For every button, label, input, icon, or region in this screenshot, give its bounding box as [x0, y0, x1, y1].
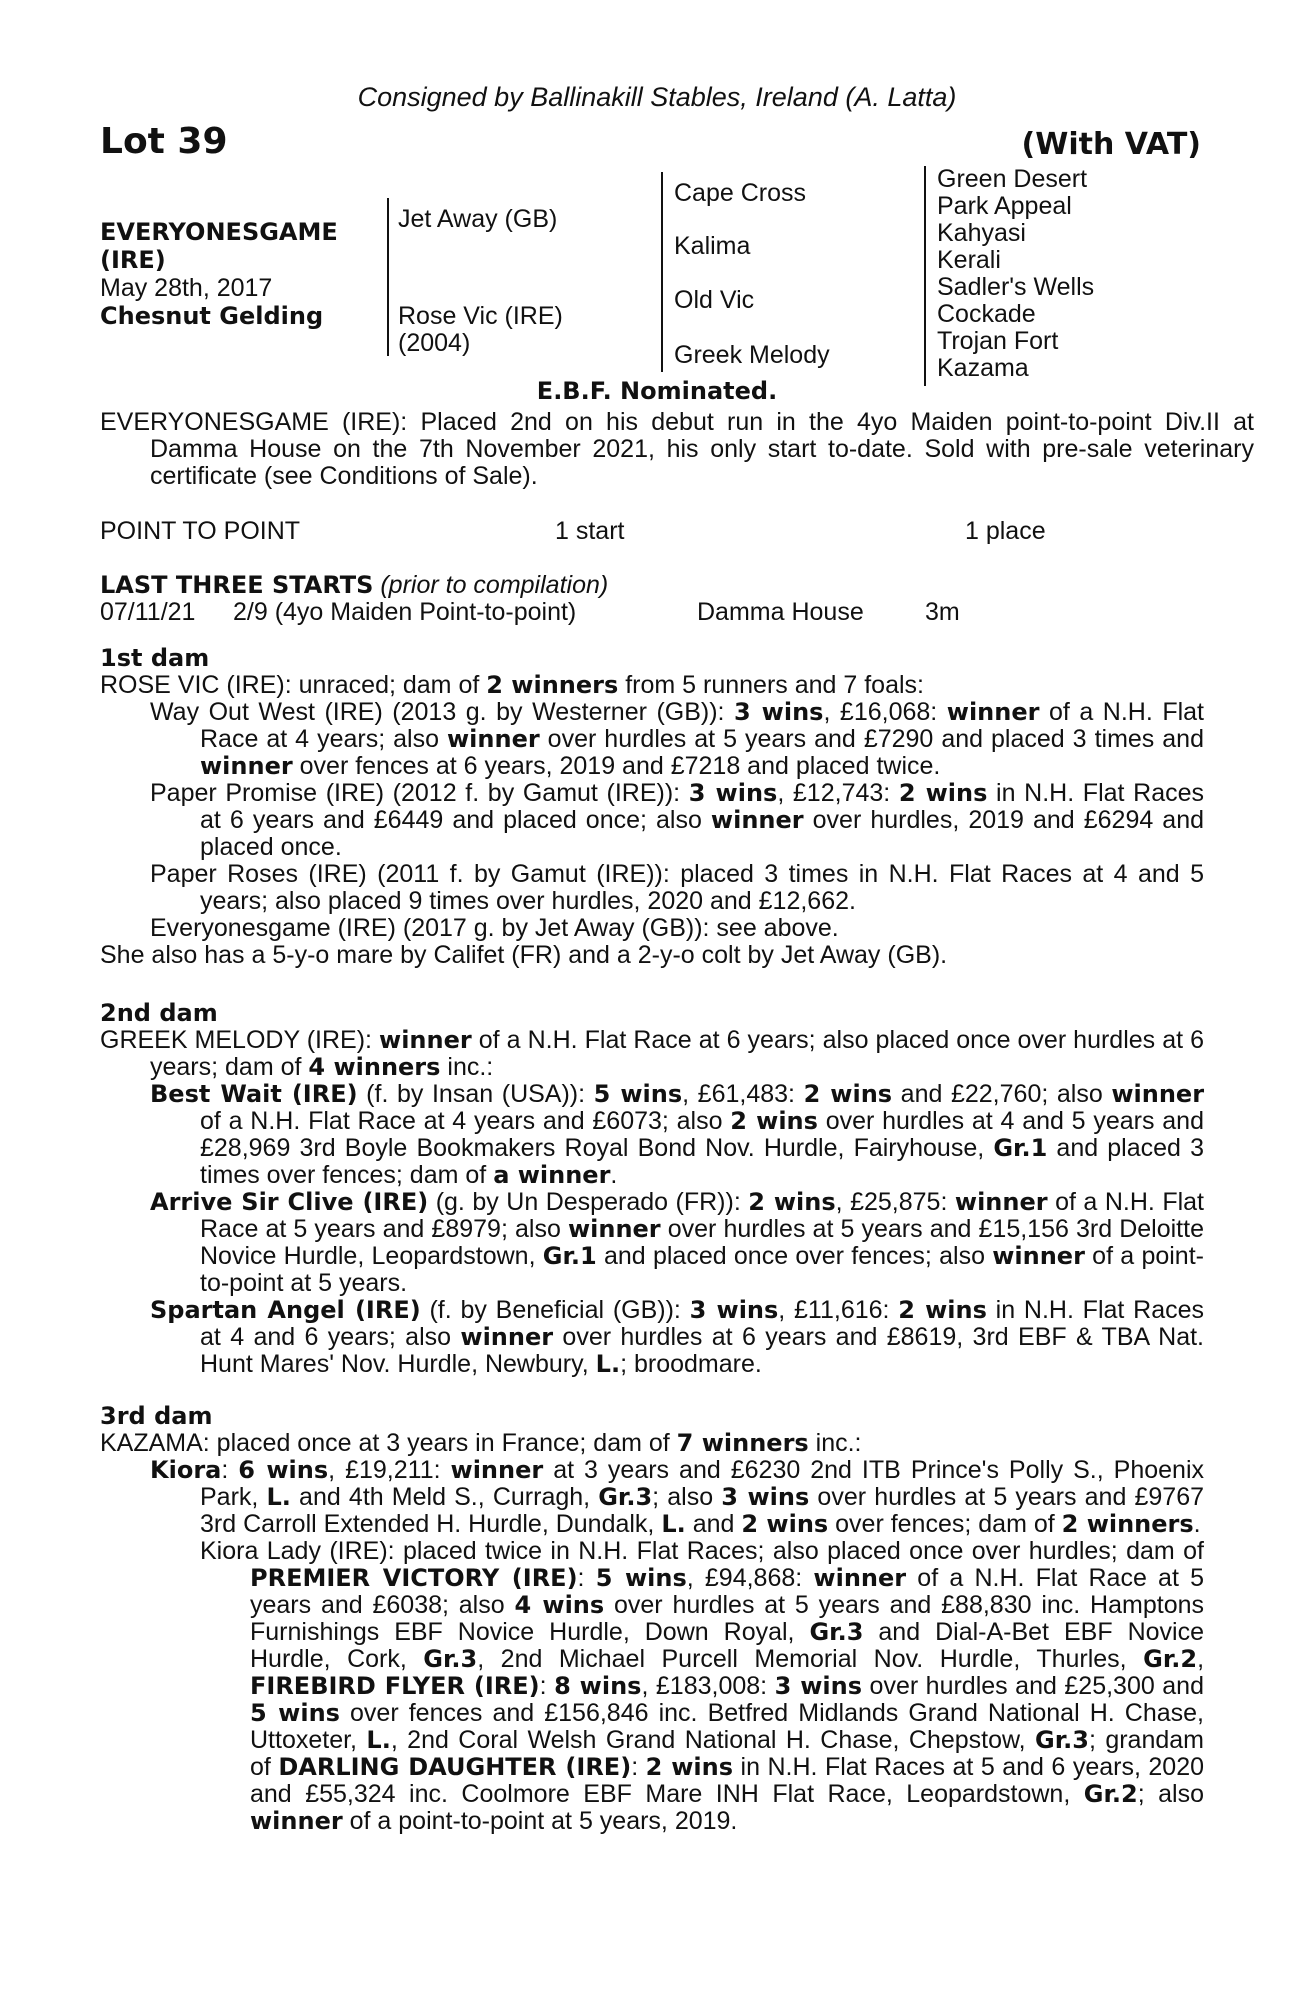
- text-run: over hurdles at 5 years and £7290 and placed 3 times and: [539, 725, 1204, 753]
- bold-run: 2 wins: [741, 1510, 829, 1538]
- text-run: Everyonesgame (IRE) (2017 g. by Jet Away (GB)): see above.: [150, 914, 839, 942]
- bold-run: 5 wins: [593, 1080, 683, 1108]
- text-run: of a N.H. Flat Race at 6 years; also placed once over hurdles at 6 years; dam of: [150, 1026, 1204, 1081]
- horse-name: EVERYONESGAME: [100, 218, 338, 246]
- text-run: Paper Promise (IRE) (2012 f. by Gamut (IRE)):: [150, 779, 689, 807]
- start-result: 2/9 (4yo Maiden Point-to-point): [233, 598, 577, 626]
- text-run: and Dial-A-Bet EBF Novice Hurdle, Cork,: [250, 1618, 1204, 1673]
- text-run: , £183,008:: [641, 1672, 775, 1700]
- summary-paragraph: EVERYONESGAME (IRE): Placed 2nd on his debut run in the 4yo Maiden point-to-point Div.II at Damma House on the 7th November 2021, his only start to-date. Sold with pre-sale veterinary certificate (see Conditions of Sale).: [100, 408, 1254, 490]
- pedigree-gen3-item: Green Desert: [937, 165, 1088, 193]
- offspring-entry: [100, 861, 1204, 915]
- text-run: over hurdles at 6 years and £8619, 3rd EBF & TBA Nat. Hunt Mares' Nov. Hurdle, Newbury,: [200, 1323, 1204, 1378]
- bold-run: winner: [946, 698, 1040, 726]
- bold-run: 2 winners: [486, 671, 619, 699]
- bold-run: Gr.1: [542, 1242, 597, 1270]
- lot-number: Lot 39: [100, 121, 228, 162]
- pedigree-gen2-item: Greek Melody: [674, 341, 830, 369]
- consigned-by: Consigned by Ballinakill Stables, Ireland (A. Latta): [357, 82, 957, 112]
- bold-run: Kiora: [150, 1456, 222, 1484]
- bold-run: winner: [250, 1807, 343, 1835]
- bold-run: Best Wait (IRE): [150, 1080, 358, 1108]
- text-run: and: [685, 1510, 742, 1538]
- text-run: .: [610, 1161, 618, 1189]
- text-run: over hurdles, 2019 and £6294 and placed once.: [200, 806, 1205, 861]
- bold-run: winner: [1111, 1080, 1205, 1108]
- record-label: POINT TO POINT: [100, 517, 301, 545]
- pedigree-gen3-item: Park Appeal: [937, 192, 1072, 220]
- text-run: at 3 years and £6230 2nd ITB Prince's Polly S., Phoenix Park,: [200, 1456, 1204, 1511]
- record-places: 1 place: [965, 517, 1046, 545]
- bold-run: L.: [661, 1510, 686, 1538]
- horse-sex: Chesnut Gelding: [100, 302, 324, 330]
- horse-origin: (IRE): [100, 246, 166, 274]
- pedigree-gen3-item: Trojan Fort: [937, 327, 1059, 355]
- kiora-lady-entry: [100, 1538, 1204, 1835]
- start-date: 07/11/21: [100, 598, 196, 626]
- text-run: , £61,483:: [682, 1080, 804, 1108]
- bold-run: 3 wins: [688, 779, 778, 807]
- text-run: :: [577, 1564, 596, 1592]
- text-run: .: [1193, 1510, 1201, 1538]
- text-run: and placed 3 times over fences; dam of: [200, 1134, 1204, 1189]
- first-dam-intro: [100, 672, 1204, 699]
- bold-run: 8 wins: [554, 1672, 642, 1700]
- text-run: over hurdles at 5 years and £15,156 3rd Deloitte Novice Hurdle, Leopardstown,: [200, 1215, 1204, 1270]
- text-run: of a point-to-point at 5 years, 2019.: [342, 1807, 738, 1835]
- text-run: Paper Roses (IRE) (2011 f. by Gamut (IRE)): placed 3 times in N.H. Flat Races at 4 and 5 years; also placed 9 times over hurdles, 2020 and £12,662.: [150, 860, 1204, 915]
- pedigree-gen2-item: Kalima: [674, 232, 751, 260]
- bold-run: winner: [992, 1242, 1085, 1270]
- start-distance: 3m: [925, 598, 960, 626]
- bold-run: FIREBIRD FLYER (IRE): [250, 1672, 540, 1700]
- bold-run: 5 wins: [250, 1699, 340, 1727]
- bold-run: 2 wins: [898, 779, 988, 807]
- text-run: ; grandam of: [250, 1726, 1204, 1781]
- bold-run: Gr.2: [1083, 1780, 1138, 1808]
- text-run: over hurdles at 5 years and £88,830 inc. Hamptons Furnishings EBF Novice Hurdle, Down Royal,: [250, 1591, 1204, 1646]
- text-run: , £94,868:: [686, 1564, 814, 1592]
- text-run: in N.H. Flat Races at 5 and 6 years, 2020 and £55,324 inc. Coolmore EBF Mare INH Flat Race, Leopardstown,: [250, 1753, 1205, 1808]
- text-run: ,: [1197, 1645, 1205, 1673]
- pedigree-divider-2: [661, 172, 663, 372]
- bold-run: 2 wins: [898, 1296, 987, 1324]
- text-run: , £11,616:: [778, 1296, 899, 1324]
- offspring-entry: [100, 699, 1204, 780]
- bold-run: 2 wins: [803, 1080, 893, 1108]
- first-dam-note: She also has a 5-y-o mare by Califet (FR) and a 2-y-o colt by Jet Away (GB).: [100, 941, 948, 969]
- text-run: and £22,760; also: [892, 1080, 1112, 1108]
- last-starts-subtitle: (prior to compilation): [380, 571, 609, 599]
- text-run: over fences; dam of: [828, 1510, 1062, 1538]
- pedigree-dam: Rose Vic (IRE): [398, 302, 563, 330]
- text-run: and placed once over fences; also: [596, 1242, 993, 1270]
- text-run: of a point-to-point at 5 years.: [200, 1242, 1204, 1297]
- ebf-nominated: E.B.F. Nominated.: [536, 377, 778, 405]
- second-dam-title: 2nd dam: [100, 999, 218, 1027]
- text-run: :: [221, 1456, 239, 1484]
- text-run: (f. by Beneficial (GB)):: [420, 1296, 690, 1324]
- pedigree-gen3-item: Cockade: [937, 300, 1036, 328]
- text-run: over fences and £156,846 inc. Betfred Midlands Grand National H. Chase, Uttoxeter,: [250, 1699, 1204, 1754]
- text-run: ROSE VIC (IRE): unraced; dam of: [100, 671, 487, 699]
- text-run: , £25,875:: [835, 1188, 955, 1216]
- bold-run: 3 wins: [774, 1672, 863, 1700]
- text-run: ; also: [652, 1483, 722, 1511]
- second-dam-intro: [100, 1027, 1204, 1081]
- second-dam-section: [100, 1000, 1204, 1378]
- last-starts-heading: [100, 572, 608, 599]
- pedigree-sire: Jet Away (GB): [398, 205, 558, 233]
- bold-run: a winner: [493, 1161, 611, 1189]
- pedigree-divider-1: [387, 198, 389, 356]
- bold-run: winner: [450, 1456, 544, 1484]
- last-starts-title: LAST THREE STARTS: [100, 571, 374, 599]
- text-run: of a N.H. Flat Race at 5 years and £8979; also: [200, 1188, 1205, 1243]
- bold-run: winner: [460, 1323, 554, 1351]
- first-dam-section: [100, 645, 1204, 969]
- text-run: (g. by Un Desperado (FR)):: [428, 1188, 749, 1216]
- text-run: over hurdles at 5 years and £9767 3rd Carroll Extended H. Hurdle, Dundalk,: [200, 1483, 1205, 1538]
- offspring-entry: [100, 1081, 1204, 1189]
- text-run: Kiora Lady (IRE): placed twice in N.H. Flat Races; also placed once over hurdles; dam of: [200, 1537, 1204, 1565]
- text-run: ; also: [1137, 1780, 1204, 1808]
- text-run: in N.H. Flat Races at 4 and 6 years; also: [200, 1296, 1204, 1351]
- bold-run: Gr.1: [993, 1134, 1048, 1162]
- bold-run: 2 winners: [1061, 1510, 1194, 1538]
- offspring-entry: [100, 1297, 1204, 1378]
- pedigree-gen3-item: Kahyasi: [937, 219, 1026, 247]
- bold-run: Gr.2: [1143, 1645, 1198, 1673]
- bold-run: L.: [266, 1483, 291, 1511]
- bold-run: 3 wins: [721, 1483, 810, 1511]
- bold-run: 3 wins: [734, 698, 824, 726]
- bold-run: L.: [595, 1350, 621, 1378]
- text-run: and 4th Meld S., Curragh,: [290, 1483, 599, 1511]
- kiora-entry: [100, 1457, 1204, 1538]
- bold-run: winner: [954, 1188, 1048, 1216]
- pedigree-gen3-item: Sadler's Wells: [937, 273, 1095, 301]
- bold-run: winner: [379, 1026, 472, 1054]
- pedigree-dam-year: (2004): [398, 329, 471, 357]
- horse-dob: May 28th, 2017: [100, 274, 273, 302]
- text-run: , £12,743:: [777, 779, 899, 807]
- text-run: in N.H. Flat Races at 6 years and £6449 and placed once; also: [200, 779, 1204, 834]
- bold-run: Spartan Angel (IRE): [150, 1296, 421, 1324]
- text-run: , 2nd Coral Welsh Grand National H. Chase, Chepstow,: [390, 1726, 1036, 1754]
- record-starts: 1 start: [555, 517, 625, 545]
- bold-run: 4 wins: [514, 1591, 605, 1619]
- bold-run: Gr.3: [423, 1645, 478, 1673]
- text-run: inc.:: [440, 1053, 494, 1081]
- text-run: of a N.H. Flat Race at 4 years; also: [200, 698, 1204, 753]
- pedigree-gen3-item: Kerali: [937, 246, 1001, 274]
- bold-run: 2 wins: [748, 1188, 836, 1216]
- pedigree-gen2-item: Cape Cross: [674, 179, 806, 207]
- bold-run: 4 winners: [308, 1053, 441, 1081]
- third-dam-section: [100, 1403, 1204, 1835]
- offspring-entry: [100, 915, 1204, 942]
- bold-run: Gr.3: [809, 1618, 864, 1646]
- bold-run: Gr.3: [1035, 1726, 1089, 1754]
- bold-run: winner: [567, 1215, 661, 1243]
- bold-run: L.: [366, 1726, 391, 1754]
- text-run: over hurdles and £25,300 and: [862, 1672, 1204, 1700]
- vat-note: (With VAT): [1021, 127, 1201, 162]
- start-course: Damma House: [697, 598, 864, 626]
- text-run: from 5 runners and 7 foals:: [618, 671, 924, 699]
- bold-run: Arrive Sir Clive (IRE): [150, 1188, 429, 1216]
- bold-run: PREMIER VICTORY (IRE): [250, 1564, 578, 1592]
- bold-run: 2 wins: [645, 1753, 734, 1781]
- bold-run: 7 winners: [676, 1429, 809, 1457]
- bold-run: winner: [447, 725, 540, 753]
- bold-run: 3 wins: [689, 1296, 779, 1324]
- text-run: :: [539, 1672, 555, 1700]
- text-run: of a N.H. Flat Race at 5 years and £6038; also: [250, 1564, 1204, 1619]
- text-run: :: [631, 1753, 646, 1781]
- bold-run: 6 wins: [238, 1456, 329, 1484]
- bold-run: DARLING DAUGHTER (IRE): [278, 1753, 632, 1781]
- text-run: KAZAMA: placed once at 3 years in France; dam of: [100, 1429, 677, 1457]
- offspring-entry: [100, 1189, 1204, 1297]
- pedigree-gen2-item: Old Vic: [674, 286, 755, 314]
- pedigree-gen3-item: Kazama: [937, 354, 1029, 382]
- pedigree-divider-3: [924, 166, 926, 386]
- text-run: , £19,211:: [328, 1456, 451, 1484]
- text-run: Way Out West (IRE) (2013 g. by Westerner (GB)):: [150, 698, 735, 726]
- text-run: ; broodmare.: [620, 1350, 762, 1378]
- text-run: of a N.H. Flat Race at 4 years and £6073; also: [200, 1107, 731, 1135]
- third-dam-intro: [100, 1430, 1204, 1457]
- horse-identity: [100, 218, 338, 330]
- bold-run: winner: [200, 752, 293, 780]
- text-run: inc.:: [808, 1429, 862, 1457]
- bold-run: 5 wins: [595, 1564, 687, 1592]
- offspring-entry: [100, 780, 1204, 861]
- third-dam-title: 3rd dam: [100, 1402, 213, 1430]
- text-run: , £16,068:: [823, 698, 947, 726]
- text-run: , 2nd Michael Purcell Memorial Nov. Hurdle, Thurles,: [477, 1645, 1144, 1673]
- first-dam-title: 1st dam: [100, 644, 210, 672]
- bold-run: winner: [710, 806, 804, 834]
- bold-run: 2 wins: [730, 1107, 818, 1135]
- text-run: (f. by Insan (USA)):: [357, 1080, 594, 1108]
- text-run: over hurdles at 4 and 5 years and £28,969 3rd Boyle Bookmakers Royal Bond Nov. Hurdle, Fairyhouse,: [200, 1107, 1204, 1162]
- bold-run: Gr.3: [598, 1483, 653, 1511]
- bold-run: winner: [813, 1564, 907, 1592]
- text-run: over fences at 6 years, 2019 and £7218 and placed twice.: [292, 752, 941, 780]
- text-run: GREEK MELODY (IRE):: [100, 1026, 380, 1054]
